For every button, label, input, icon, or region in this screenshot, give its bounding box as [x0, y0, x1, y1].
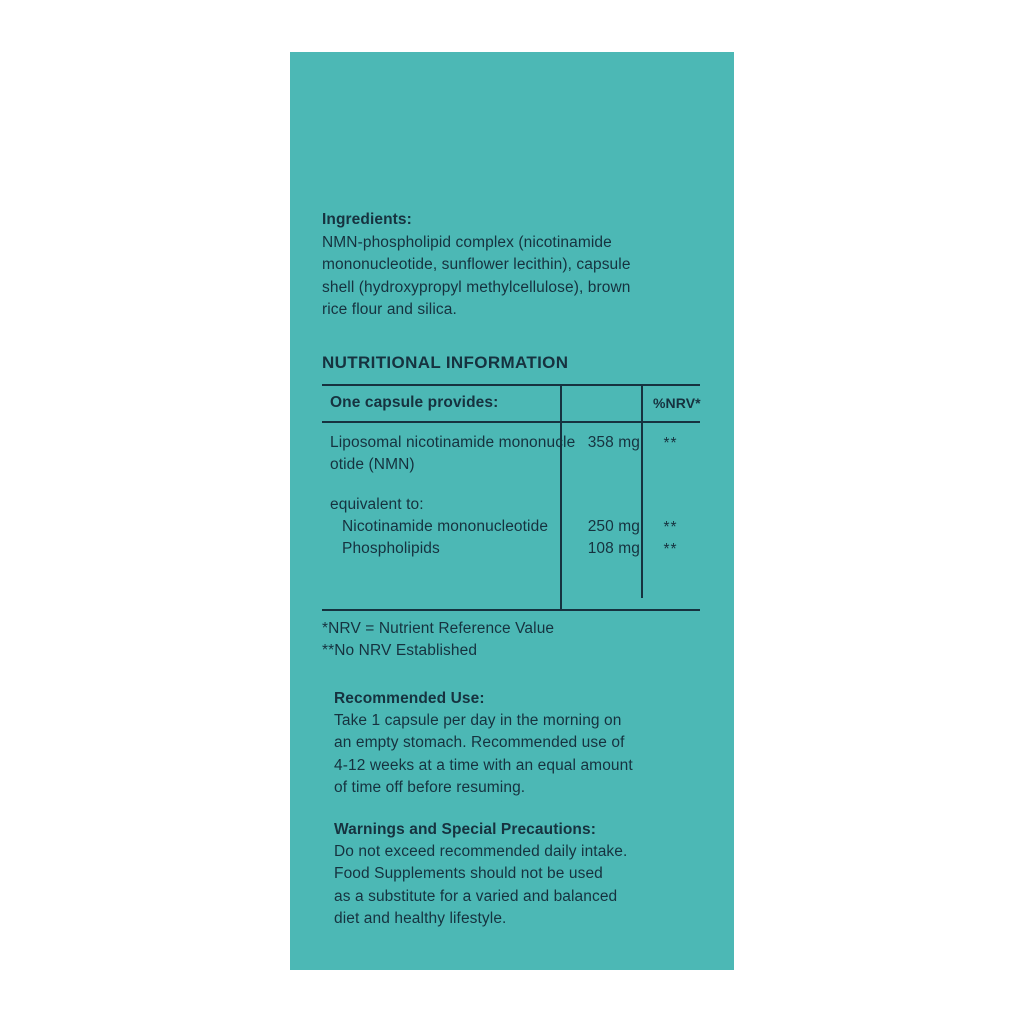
warnings-section	[334, 819, 694, 931]
footnote-line: *NRV = Nutrient Reference Value	[322, 620, 555, 637]
nutrition-footnotes	[322, 618, 554, 663]
equivalent-item-nrv: **	[663, 541, 678, 558]
row-name-line: Liposomal nicotinamide mononucle	[330, 434, 576, 451]
equivalent-item-name: Phospholipids	[342, 540, 440, 557]
ingredients-line: rice flour and silica.	[322, 301, 457, 319]
warnings-text	[334, 841, 694, 931]
ingredients-line: shell (hydroxypropyl methylcellulose), brown	[322, 278, 631, 296]
recommended-use-line: of time off before resuming.	[334, 779, 526, 797]
recommended-use-line: an empty stomach. Recommended use of	[334, 734, 625, 752]
row-amount: 358 mg	[587, 434, 640, 451]
table-header-nrv: %NRV*	[653, 395, 701, 411]
equivalent-item-amount: 250 mg	[587, 518, 640, 535]
ingredients-text	[322, 232, 712, 322]
supplement-label-panel	[290, 52, 734, 970]
warnings-line: as a substitute for a varied and balanced	[334, 887, 618, 905]
recommended-use-section	[334, 688, 694, 800]
equivalent-item-name: Nicotinamide mononucleotide	[342, 518, 549, 535]
equivalent-item-amount: 108 mg	[587, 540, 640, 557]
footnote-line: **No NRV Established	[322, 642, 478, 660]
row-nrv: **	[663, 435, 678, 452]
nutrition-title: NUTRITIONAL INFORMATION	[322, 353, 569, 372]
ingredients-heading: Ingredients:	[322, 211, 412, 228]
table-header-rule	[322, 421, 700, 423]
table-bottom-rule	[322, 609, 700, 611]
equivalent-label: equivalent to:	[330, 496, 424, 513]
recommended-use-text	[334, 710, 694, 800]
ingredients-line: NMN-phospholipid complex (nicotinamide	[322, 234, 612, 251]
recommended-use-line: Take 1 capsule per day in the morning on	[334, 712, 622, 729]
equivalent-item-nrv: **	[663, 519, 678, 536]
row-name-line: otide (NMN)	[330, 456, 415, 474]
recommended-use-heading: Recommended Use:	[334, 690, 485, 707]
warnings-line: Do not exceed recommended daily intake.	[334, 843, 628, 860]
warnings-line: Food Supplements should not be used	[334, 865, 603, 883]
table-column-divider-nrv	[641, 386, 643, 598]
ingredients-line: mononucleotide, sunflower lecithin), capsule	[322, 256, 631, 274]
warnings-line: diet and healthy lifestyle.	[334, 910, 507, 928]
ingredients-section	[322, 209, 712, 322]
table-top-rule	[322, 384, 700, 386]
table-header-name: One capsule provides:	[330, 394, 499, 411]
nutrition-table	[322, 384, 700, 610]
table-column-divider-amount	[560, 386, 562, 609]
recommended-use-line: 4-12 weeks at a time with an equal amount	[334, 756, 633, 774]
warnings-heading: Warnings and Special Precautions:	[334, 821, 596, 838]
